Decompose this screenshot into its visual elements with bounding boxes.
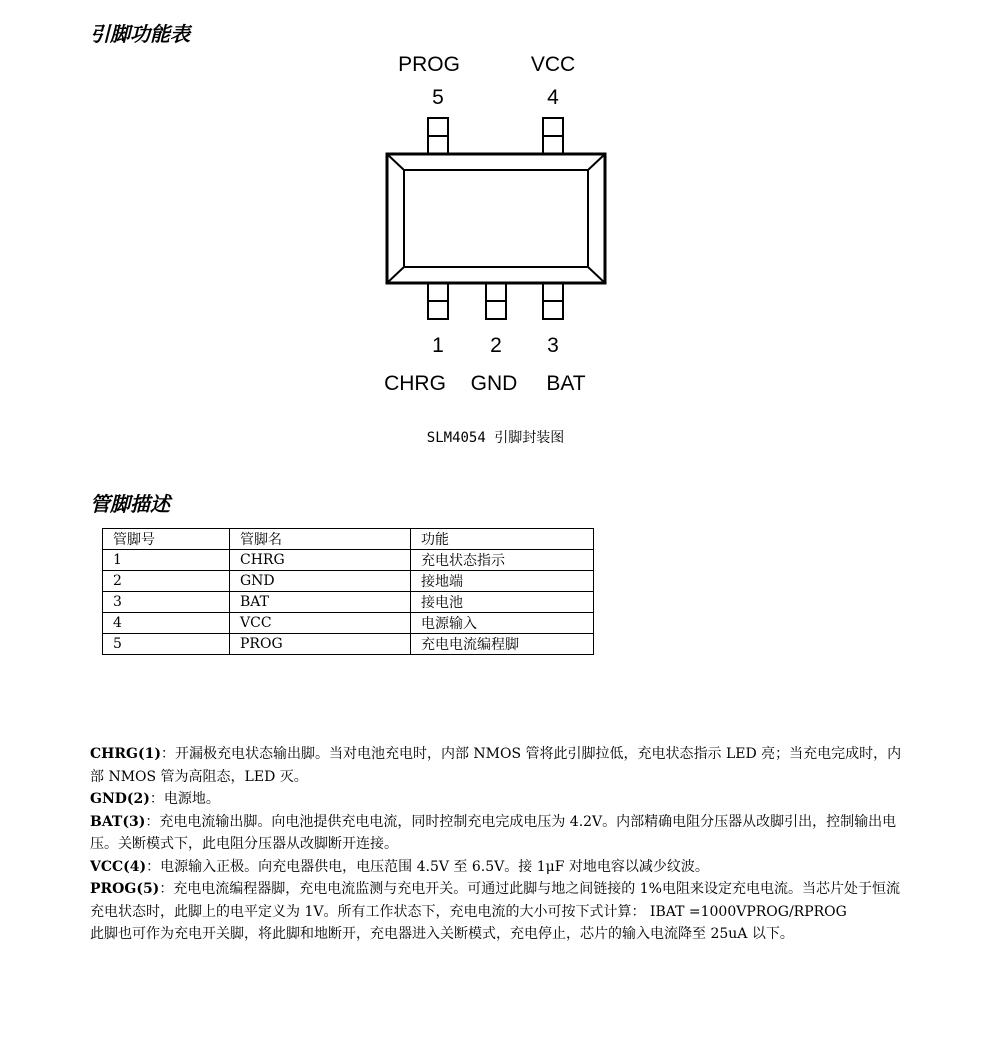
desc-bat bbox=[90, 811, 910, 856]
pin-table bbox=[102, 528, 594, 655]
pin-label-gnd: GND bbox=[470, 372, 518, 395]
desc-text: ：电源地。 bbox=[149, 791, 220, 807]
table-cell: 接电池 bbox=[411, 592, 594, 613]
table-cell: BAT bbox=[230, 592, 411, 613]
pin-number-2: 2 bbox=[490, 334, 502, 357]
table-header: 管脚名 bbox=[230, 529, 411, 550]
table-cell: GND bbox=[230, 571, 411, 592]
pin-label-prog: PROG bbox=[398, 53, 460, 76]
pin-label-chrg: CHRG bbox=[384, 372, 446, 395]
table-row bbox=[103, 613, 594, 634]
table-cell: 充电状态指示 bbox=[411, 550, 594, 571]
desc-prog-extra: 此脚也可作为充电开关脚，将此脚和地断开，充电器进入关断模式，充电停止，芯片的输入电流降至 25uA 以下。 bbox=[90, 926, 794, 942]
desc-label: BAT(3) bbox=[90, 813, 146, 830]
table-row bbox=[103, 634, 594, 655]
pin-desc-title: 管脚描述 bbox=[90, 492, 170, 516]
table-cell: 电源输入 bbox=[411, 613, 594, 634]
pin-label-bat: BAT bbox=[546, 372, 586, 395]
pin-number-3: 3 bbox=[547, 334, 559, 357]
pin-4-lead bbox=[543, 118, 563, 154]
table-cell: VCC bbox=[230, 613, 411, 634]
table-header-row bbox=[103, 529, 594, 550]
table-row bbox=[103, 550, 594, 571]
pin-label-vcc: VCC bbox=[530, 53, 576, 76]
desc-prog bbox=[90, 878, 910, 923]
table-cell: 5 bbox=[103, 634, 230, 655]
desc-chrg bbox=[90, 743, 910, 788]
table-cell: 1 bbox=[103, 550, 230, 571]
pin-3-lead bbox=[543, 283, 563, 319]
pin-diagram-title: 引脚功能表 bbox=[90, 22, 190, 46]
desc-text: ：充电电流输出脚。向电池提供充电电流，同时控制充电完成电压为 4.2V。内部精确电阻分压器从改脚引出，控制输出电压。关断模式下，此电阻分压器从改脚断开连接。 bbox=[90, 813, 897, 852]
table-header: 功能 bbox=[411, 529, 594, 550]
ic-body bbox=[387, 154, 605, 283]
pin-number-1: 1 bbox=[432, 334, 444, 357]
table-cell: 4 bbox=[103, 613, 230, 634]
desc-label: VCC(4) bbox=[90, 858, 147, 875]
desc-text: ：充电电流编程器脚，充电电流监测与充电开关。可通过此脚与地之间链接的 1%电阻来设定充电电流。当芯片处于恒流充电状态时，此脚上的电平定义为 1V。所有工作状态下，充电电流的大小可按下式计算： IBAT =1000VPROG/RPROG bbox=[90, 881, 900, 920]
package-diagram bbox=[0, 0, 991, 400]
desc-gnd bbox=[90, 788, 910, 811]
table-header: 管脚号 bbox=[103, 529, 230, 550]
table-row bbox=[103, 592, 594, 613]
desc-vcc bbox=[90, 856, 910, 879]
desc-text: ：电源输入正极。向充电器供电，电压范围 4.5V 至 6.5V。接 1μF 对地电容以减少纹波。 bbox=[146, 858, 709, 875]
table-cell: PROG bbox=[230, 634, 411, 655]
pin-descriptions bbox=[90, 743, 910, 946]
table-cell: 2 bbox=[103, 571, 230, 592]
pin-number-5: 5 bbox=[432, 86, 444, 109]
table-cell: CHRG bbox=[230, 550, 411, 571]
pin-5-lead bbox=[428, 118, 448, 154]
pin-number-4: 4 bbox=[547, 86, 559, 109]
table-cell: 3 bbox=[103, 592, 230, 613]
table-row bbox=[103, 571, 594, 592]
desc-label: GND(2) bbox=[90, 791, 150, 807]
table-cell: 接地端 bbox=[411, 571, 594, 592]
desc-label: CHRG(1) bbox=[90, 746, 161, 762]
desc-label: PROG(5) bbox=[90, 881, 160, 897]
table-cell: 充电电流编程脚 bbox=[411, 634, 594, 655]
pin-1-lead bbox=[428, 283, 448, 319]
pin-2-lead bbox=[486, 283, 506, 319]
desc-text: ：开漏极充电状态输出脚。当对电池充电时，内部 NMOS 管将此引脚拉低，充电状态指示 LED 亮；当充电完成时，内部 NMOS 管为高阻态，LED 灭。 bbox=[90, 746, 902, 785]
diagram-caption: SLM4054 引脚封装图 bbox=[426, 430, 565, 446]
